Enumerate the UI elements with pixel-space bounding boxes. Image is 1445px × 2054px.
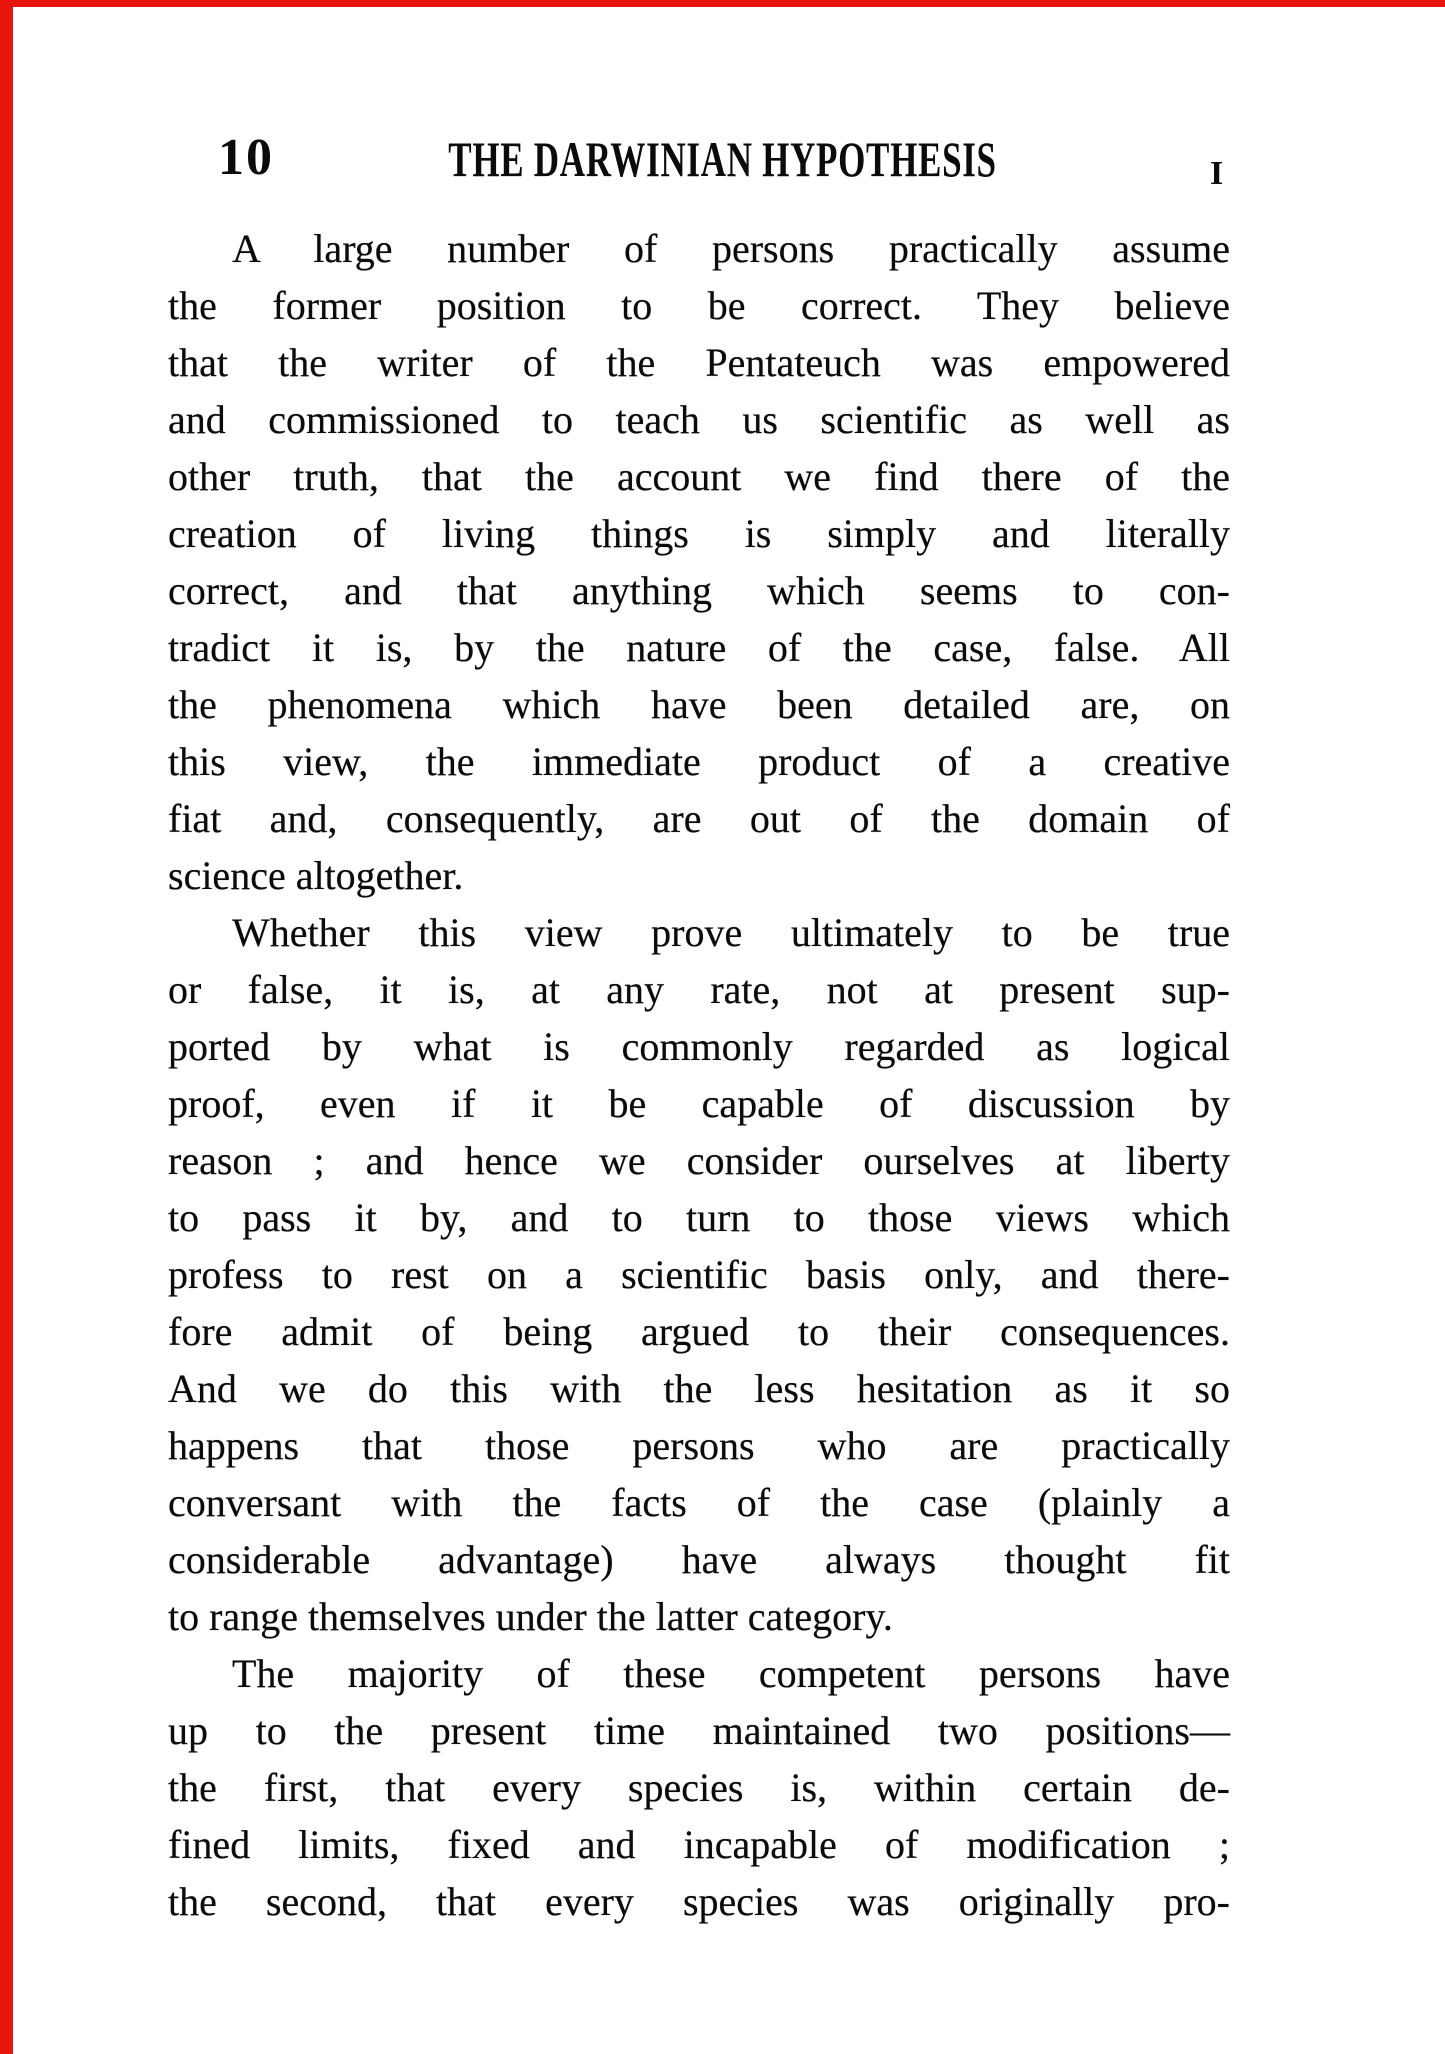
body-line: to range themselves under the latter category. (168, 1594, 893, 1639)
body-line: and commissioned to teach us scientific as well as (168, 397, 1230, 442)
paragraph (168, 904, 1230, 1645)
body-line: A large number of persons practically assume (232, 226, 1230, 271)
body-line: that the writer of the Pentateuch was empowered (168, 340, 1230, 385)
scan-edge-artifact-left (0, 0, 13, 2054)
body-line: tradict it is, by the nature of the case, false. All (168, 625, 1230, 670)
body-line: happens that those persons who are practically (168, 1423, 1230, 1468)
body-line: to pass it by, and to turn to those views which (168, 1195, 1230, 1240)
page-number: 10 (218, 129, 274, 186)
body-line: the first, that every species is, within certain de- (168, 1765, 1230, 1810)
body-line: the former position to be correct. They believe (168, 283, 1230, 328)
body-line: reason ; and hence we consider ourselves at liberty (168, 1138, 1230, 1183)
body-line: And we do this with the less hesitation as it so (168, 1366, 1230, 1411)
body-line: science altogether. (168, 853, 464, 898)
running-title: THE DARWINIAN HYPOTHESIS (448, 131, 997, 187)
chapter-numeral: I (1210, 155, 1224, 192)
body-line: proof, even if it be capable of discussion by (168, 1081, 1230, 1126)
body-line: up to the present time maintained two positions— (168, 1708, 1230, 1753)
body-line: considerable advantage) have always thought fit (168, 1537, 1230, 1582)
body-line: ported by what is commonly regarded as logical (168, 1024, 1230, 1069)
paragraph (168, 220, 1230, 904)
body-line: other truth, that the account we find there of the (168, 454, 1230, 499)
scan-edge-artifact-top (0, 0, 1445, 7)
body-line: creation of living things is simply and literally (168, 511, 1230, 556)
body-line: the second, that every species was originally pro- (168, 1879, 1230, 1924)
body-line: fore admit of being argued to their consequences. (168, 1309, 1230, 1354)
body-line: or false, it is, at any rate, not at present sup- (168, 967, 1230, 1012)
body-line: profess to rest on a scientific basis only, and there- (168, 1252, 1230, 1297)
paragraph (168, 1645, 1230, 1930)
body-line: this view, the immediate product of a creative (168, 739, 1230, 784)
body-line: correct, and that anything which seems to con- (168, 568, 1230, 613)
body-line: fiat and, consequently, are out of the domain of (168, 796, 1230, 841)
body-line: Whether this view prove ultimately to be true (232, 910, 1230, 955)
body-line: The majority of these competent persons have (232, 1651, 1230, 1696)
body-line: the phenomena which have been detailed are, on (168, 682, 1230, 727)
body-line: fined limits, fixed and incapable of modification ; (168, 1822, 1230, 1867)
body-text (168, 220, 1230, 1930)
body-line: conversant with the facts of the case (plainly a (168, 1480, 1230, 1525)
